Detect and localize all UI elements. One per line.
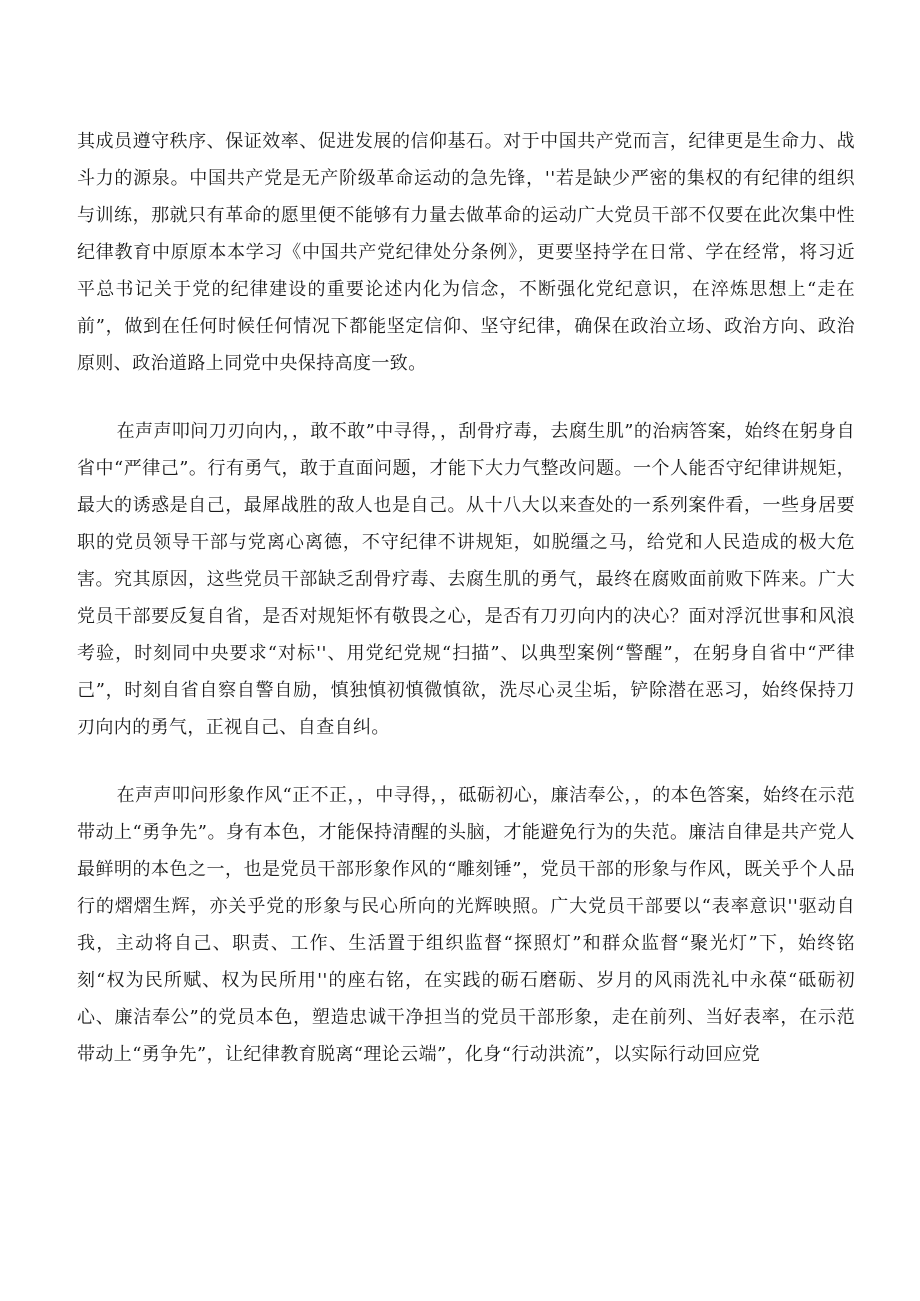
paragraph: 在声声叩问刀刃向内，，敢不敢”中寻得，，刮骨疗毒，去腐生肌”的治病答案，始终在躬身自省中“严律己”。行有勇气，敢于直面问题，才能下大力气整改问题。一个人能否守纪律讲规矩，最大的诱惑是自己，最犀战胜的敌人也是自己。从十八大以来查处的一系列案件看，一些身居要职的党员领导干部与党离心离德，不守纪律不讲规矩，如脱缰之马，给党和人民造成的极大危害。究其原因，这些党员干部缺乏刮骨疗毒、去腐生肌的勇气，最终在腐败面前败下阵来。广大党员干部要反复自省，是否对规矩怀有敬畏之心，是否有刀刃向内的决心？面对浮沉世事和风浪考验，时刻同中央要求“对标''、用党纪党规“扫描”、以典型案例“警醒”，在躬身自省中“严律己”，时刻自省自察自警自励，慎独慎初慎微慎欲，洗尽心灵尘垢，铲除潜在恶习，始终保持刀刃向内的勇气，正视自己、自查自纠。 <box>77 421 855 738</box>
document-page <box>77 123 855 1073</box>
paragraph: 在声声叩问形象作风“正不正，，中寻得，，砥砺初心，廉洁奉公，，的本色答案，始终在示范带动上“勇争先”。身有本色，才能保持清醒的头脑，才能避免行为的失范。廉洁自律是共产党人最鲜明的本色之一，也是党员干部形象作风的“雕刻锤”，党员干部的形象与作风，既关乎个人品行的熠熠生辉，亦关乎党的形象与民心所向的光辉映照。广大党员干部要以“表率意识''驱动自我，主动将自己、职责、工作、生活置于组织监督“探照灯”和群众监督“聚光灯”下，始终铭刻“权为民所赋、权为民所用''的座右铭，在实践的砺石磨砺、岁月的风雨洗礼中永葆“砥砺初心、廉洁奉公”的党员本色，塑造忠诚干净担当的党员干部形象，走在前列、当好表率，在示范带动上“勇争先”，让纪律教育脱离“理论云端”，化身“行动洪流”，以实际行动回应党 <box>77 785 855 1065</box>
paragraph: 其成员遵守秩序、保证效率、促进发展的信仰基石。对于中国共产党而言，纪律更是生命力、战斗力的源泉。中国共产党是无产阶级革命运动的急先锋，''若是缺少严密的集权的有纪律的组织与训练，那就只有革命的愿里便不能够有力量去做革命的运动广大党员干部不仅要在此次集中性纪律教育中原原本本学习《中国共产党纪律处分条例》，更要坚持学在日常、学在经常，将习近平总书记关于党的纪律建设的重要论述内化为信念，不断强化党纪意识，在淬炼思想上“走在前”，做到在任何时候任何情况下都能坚定信仰、坚守纪律，确保在政治立场、政治方向、政治原则、政治道路上同党中央保持高度一致。 <box>77 131 855 374</box>
